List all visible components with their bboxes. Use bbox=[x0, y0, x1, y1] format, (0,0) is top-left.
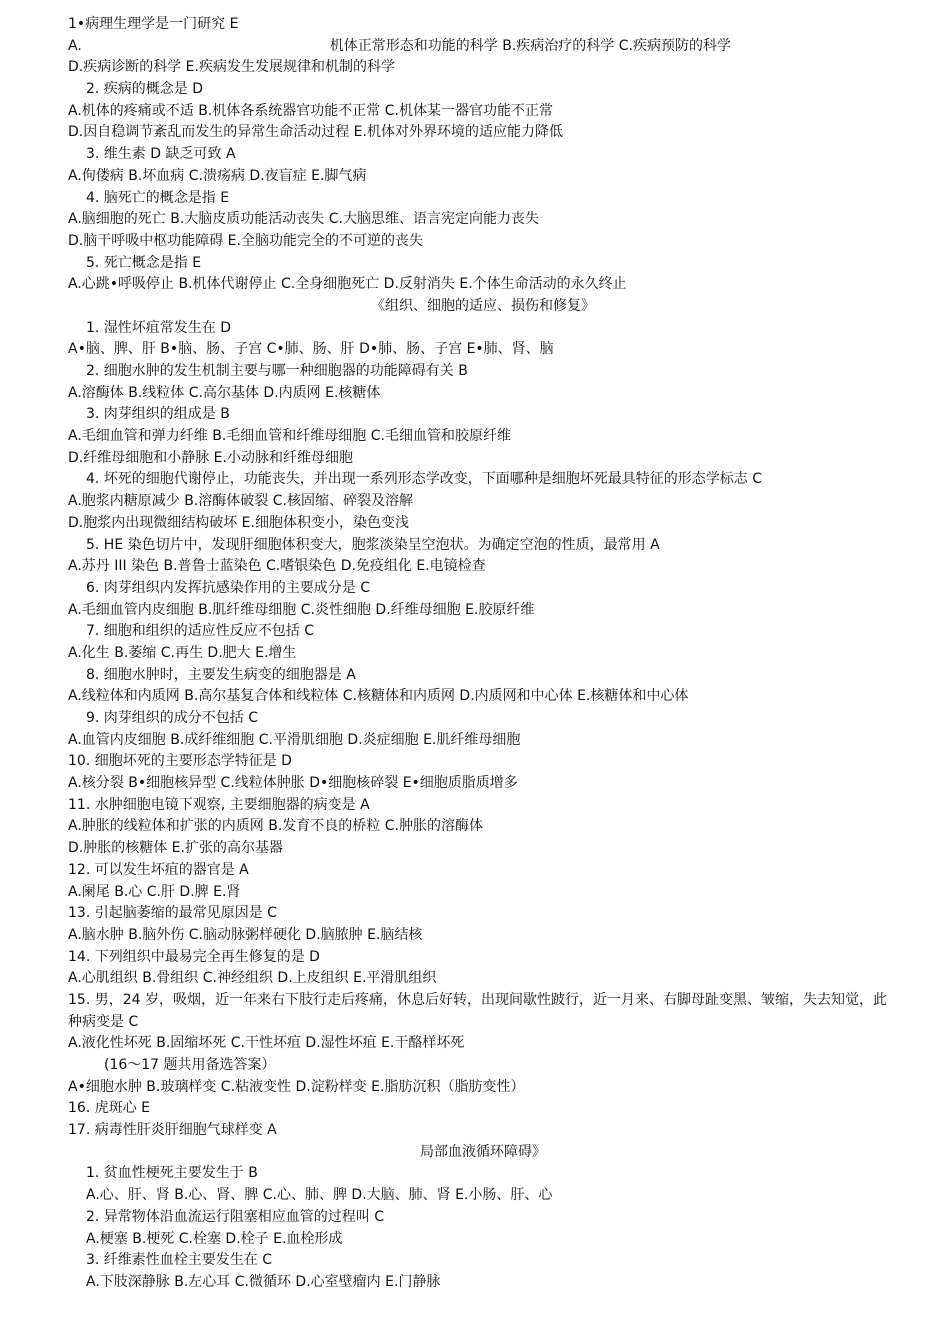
question-options: D.胞浆内出现微细结构破坏 E.细胞体积变小，染色变浅 bbox=[68, 514, 409, 531]
question-stem: 5. HE 染色切片中，发现肝细胞体积变大，胞浆淡染呈空泡状。为确定空泡的性质，最常用 A bbox=[86, 536, 660, 553]
question-stem: 7. 细胞和组织的适应性反应不包括 C bbox=[86, 623, 315, 640]
question-options: A.阑尾 B.心 C.肝 D.脾 E.肾 bbox=[68, 883, 241, 900]
question-2-options: A.机体的疼痛或不适 B.机体各系统器官功能不正常 C.机体某一器官功能不正常 bbox=[68, 102, 553, 119]
question-options: A.化生 B.萎缩 C.再生 D.肥大 E.增生 bbox=[68, 644, 297, 661]
question-stem: 12. 可以发生坏疽的器官是 A bbox=[68, 861, 249, 878]
question-options: A.血管内皮细胞 B.成纤维细胞 C.平滑肌细胞 D.炎症细胞 E.肌纤维母细胞 bbox=[68, 731, 521, 748]
question-stem: 1. 贫血性梗死主要发生于 B bbox=[86, 1165, 258, 1182]
document-page bbox=[68, 14, 898, 1294]
question-options: A.苏丹 III 染色 B.普鲁士蓝染色 C.嗜银染色 D.免疫组化 E.电镜检查 bbox=[68, 558, 486, 575]
question-4-stem: 4. 脑死亡的概念是指 E bbox=[86, 189, 230, 206]
question-stem: 3. 纤维素性血栓主要发生在 C bbox=[86, 1252, 273, 1269]
question-5-options: A.心跳•呼吸停止 B.机体代谢停止 C.全身细胞死亡 D.反射消失 E.个体生命活动的永久终止 bbox=[68, 276, 627, 293]
question-stem: 8. 细胞水肿时，主要发生病变的细胞器是 A bbox=[86, 666, 356, 683]
question-options: A.溶酶体 B.线粒体 C.高尔基体 D.内质网 E.核糖体 bbox=[68, 384, 381, 401]
question-1-options: 机体正常形态和功能的科学 B.疾病治疗的科学 C.疾病预防的科学 bbox=[329, 37, 731, 54]
question-5-stem: 5. 死亡概念是指 E bbox=[86, 254, 202, 271]
question-options: D.肿胀的核糖体 E.扩张的高尔基器 bbox=[68, 840, 283, 857]
question-stem: 4. 坏死的细胞代谢停止，功能丧失，并出现一系列形态学改变，下面哪种是细胞坏死最具特征的形态学标志 C bbox=[86, 471, 763, 488]
question-options: A.心肌组织 B.骨组织 C.神经组织 D.上皮组织 E.平滑肌组织 bbox=[68, 970, 437, 987]
question-options: A.线粒体和内质网 B.高尔基复合体和线粒体 C.核糖体和内质网 D.内质网和中心体 E.核糖体和中心体 bbox=[68, 688, 689, 705]
shared-options-note: (16〜17 题共用备选答案） bbox=[104, 1057, 276, 1074]
question-options: A.毛细血管和弹力纤维 B.毛细血管和纤维母细胞 C.毛细血管和胶原纤维 bbox=[68, 428, 511, 445]
question-stem: 11. 水肿细胞电镜下观察, 主要细胞器的病变是 A bbox=[68, 796, 370, 813]
question-options: A.胞浆内糖原减少 B.溶酶体破裂 C.核固缩、碎裂及溶解 bbox=[68, 493, 413, 510]
question-options: A.心、肝、肾 B.心、肾、脾 C.心、肺、脾 D.大脑、肺、肾 E.小肠、肝、心 bbox=[86, 1187, 553, 1204]
section-heading: 《组织、细胞的适应、损伤和修复》 bbox=[371, 297, 595, 314]
question-2-stem: 2. 疾病的概念是 D bbox=[86, 81, 204, 98]
question-stem: 13. 引起脑萎缩的最常见原因是 C bbox=[68, 905, 277, 922]
question-stem: 6. 肉芽组织内发挥抗感染作用的主要成分是 C bbox=[86, 579, 371, 596]
question-options: D.纤维母细胞和小静脉 E.小动脉和纤维母细胞 bbox=[68, 449, 353, 466]
question-stem: 14. 下列组织中最易完全再生修复的是 D bbox=[68, 948, 320, 965]
question-stem: 9. 肉芽组织的成分不包括 C bbox=[86, 710, 259, 726]
question-options: A.肿胀的线粒体和扩张的内质网 B.发育不良的桥粒 C.肿胀的溶酶体 bbox=[68, 818, 483, 835]
question-4-options: A.脑细胞的死亡 B.大脑皮质功能活动丧失 C.大脑思维、语言宪定向能力丧失 bbox=[68, 211, 539, 228]
option-a-marker: A. bbox=[68, 37, 82, 54]
question-1-options-line bbox=[68, 36, 898, 58]
shared-options: A•细胞水肿 B.玻璃样变 C.粘液变性 D.淀粉样变 E.脂肪沉积（脂肪变性） bbox=[68, 1078, 525, 1095]
question-1-stem: 1•病理生理学是一门研究 E bbox=[68, 16, 239, 32]
question-stem: 2. 异常物体沿血流运行阻塞相应血管的过程叫 C bbox=[86, 1208, 385, 1225]
question-stem: 1. 湿性坏疽常发生在 D bbox=[86, 319, 232, 336]
question-4-options: D.脑干呼吸中枢功能障碍 E.全脑功能完全的不可逆的丧失 bbox=[68, 232, 423, 249]
section-heading: 局部血液循环障碍》 bbox=[420, 1143, 546, 1160]
question-3-stem: 3. 维生素 D 缺乏可致 A bbox=[86, 146, 236, 163]
question-stem: 16. 虎斑心 E bbox=[68, 1100, 151, 1117]
question-3-options: A.佝偻病 B.坏血病 C.溃疡病 D.夜盲症 E.脚气病 bbox=[68, 167, 367, 184]
question-stem: 10. 细胞坏死的主要形态学特征是 D bbox=[68, 753, 292, 770]
question-stem: 17. 病毒性肝炎肝细胞气球样变 A bbox=[68, 1122, 277, 1139]
question-stem: 3. 肉芽组织的组成是 B bbox=[86, 406, 230, 423]
question-1-options: D.疾病诊断的科学 E.疾病发生发展规律和机制的科学 bbox=[68, 59, 395, 76]
question-stem: 15. 男，24 岁，吸烟，近一年来右下肢行走后疼痛，休息后好转，出现间歇性跛行，近一月来、右脚母趾变黑、皱缩，失去知觉，此种病变是 C bbox=[68, 991, 887, 1030]
question-options: A.脑水肿 B.脑外伤 C.脑动脉粥样硬化 D.脑脓肿 E.脑结核 bbox=[68, 926, 423, 943]
question-options: A.下肢深静脉 B.左心耳 C.微循环 D.心室壁瘤内 E.门静脉 bbox=[86, 1273, 441, 1290]
question-options: A.梗塞 B.梗死 C.栓塞 D.栓子 E.血栓形成 bbox=[86, 1230, 343, 1247]
question-2-options: D.因自稳调节紊乱而发生的异常生命活动过程 E.机体对外界环境的适应能力降低 bbox=[68, 124, 563, 141]
question-options: A.液化性坏死 B.固缩坏死 C.干性坏疽 D.湿性坏疽 E.干酪样坏死 bbox=[68, 1035, 465, 1052]
question-options: A.核分裂 B•细胞核异型 C.线粒体肿胀 D•细胞核碎裂 E•细胞质脂质增多 bbox=[68, 775, 518, 792]
question-stem: 2. 细胞水肿的发生机制主要与哪一种细胞器的功能障碍有关 B bbox=[86, 363, 468, 379]
question-options: A•脑、脾、肝 B•脑、肠、子宫 C•肺、肠、肝 D•肺、肠、子宫 E•肺、肾、脑 bbox=[68, 341, 554, 358]
question-options: A.毛细血管内皮细胞 B.肌纤维母细胞 C.炎性细胞 D.纤维母细胞 E.胶原纤维 bbox=[68, 601, 535, 618]
